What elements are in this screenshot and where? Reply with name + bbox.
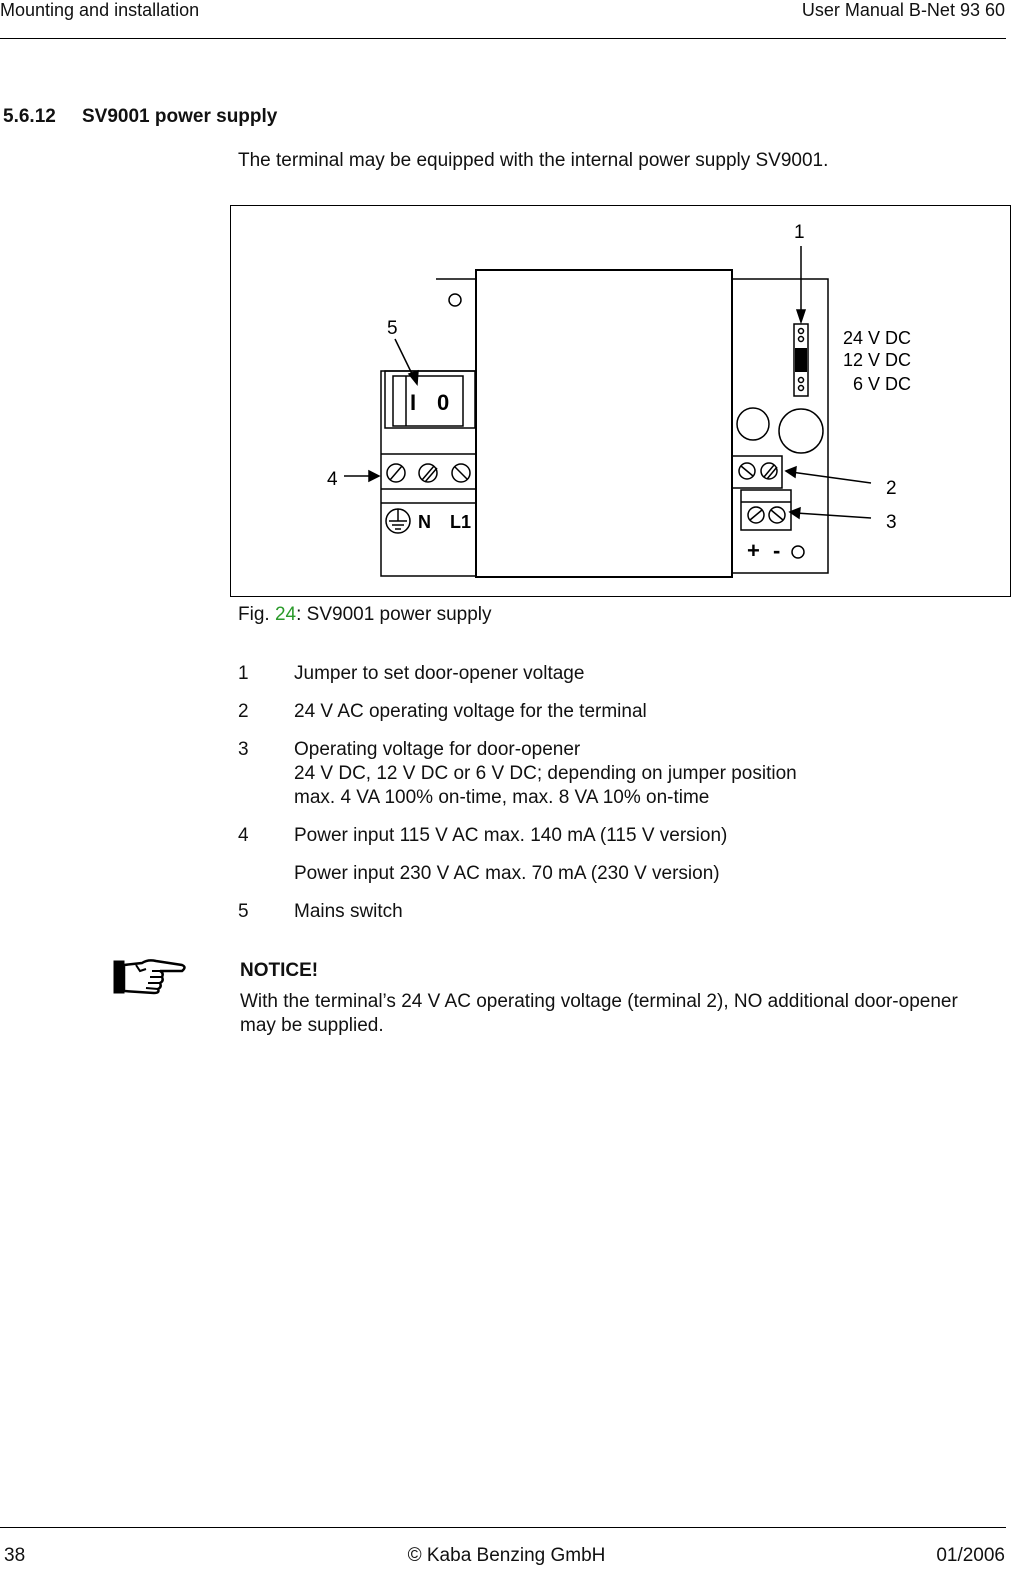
legend-item-number: 5	[238, 901, 249, 922]
voltage-label-6v: 6 V DC	[852, 374, 911, 394]
legend-item-text: Operating voltage for door-opener	[294, 739, 581, 760]
output-label-plus: +	[747, 538, 760, 563]
switch-label-on: I	[410, 390, 417, 415]
caption-figure-number: 24	[274, 604, 297, 625]
transformer-body	[476, 270, 732, 577]
legend-item-text: 24 V DC, 12 V DC or 6 V DC; depending on jumper position	[294, 763, 797, 784]
callout-leader-2	[791, 472, 871, 483]
section-title: SV9001 power supply	[82, 106, 278, 127]
section-heading	[3, 106, 277, 128]
legend-item-text: max. 4 VA 100% on-time, max. 8 VA 10% on-time	[294, 787, 710, 808]
mains-switch-rocker	[393, 376, 463, 426]
pointing-hand-icon	[112, 955, 188, 1002]
earth-ground-icon	[386, 509, 410, 533]
voltage-label-24v: 24 V DC	[842, 328, 911, 348]
figure-frame	[230, 205, 1011, 597]
callout-5: 5	[387, 318, 398, 339]
legend-item	[238, 824, 998, 848]
caption-prefix: Fig.	[238, 604, 270, 625]
callout-1: 1	[794, 222, 805, 243]
legend-item	[238, 700, 998, 724]
terminal-label-l1: L1	[450, 512, 472, 532]
notice-text: With the terminal’s 24 V AC operating voltage (terminal 2), NO additional door-opener may be supplied.	[240, 991, 958, 1036]
callout-4: 4	[327, 469, 338, 490]
capacitor-small	[737, 408, 769, 440]
callout-2: 2	[886, 478, 897, 499]
notice-heading: NOTICE!	[240, 960, 319, 981]
legend-item-text: Power input 230 V AC max. 70 mA (230 V version)	[294, 863, 720, 884]
footer-copyright: © Kaba Benzing GmbH	[407, 1545, 606, 1566]
dc-output-terminal-block	[741, 490, 791, 530]
callout-leader-3	[796, 513, 871, 518]
power-supply-diagram	[231, 206, 1012, 598]
output-label-minus: -	[773, 538, 781, 563]
legend-item	[238, 900, 998, 924]
ac-terminal-block	[732, 456, 782, 488]
legend-item	[238, 862, 998, 886]
legend-item-text: Mains switch	[294, 901, 403, 922]
legend-item-number: 4	[238, 825, 249, 846]
footer-page-number: 38	[4, 1545, 26, 1566]
callout-leader-5	[395, 339, 414, 378]
switch-label-off: 0	[437, 390, 450, 415]
legend-item	[238, 662, 998, 686]
footer-divider	[0, 1527, 1006, 1528]
legend-item	[238, 738, 998, 810]
terminal-label-n: N	[418, 512, 431, 532]
legend-item-number: 1	[238, 663, 249, 684]
legend-item-text: Power input 115 V AC max. 140 mA (115 V version)	[294, 825, 728, 846]
voltage-label-12v: 12 V DC	[842, 350, 911, 370]
callout-3: 3	[886, 512, 897, 533]
legend-item-text: Jumper to set door-opener voltage	[294, 663, 585, 684]
header-manual-title: User Manual B-Net 93 60	[801, 0, 1005, 20]
intro-paragraph: The terminal may be equipped with the internal power supply SV9001.	[238, 150, 829, 171]
mounting-hole-left	[449, 294, 461, 306]
capacitor-large	[779, 409, 823, 453]
section-number: 5.6.12	[3, 106, 56, 127]
header-divider	[0, 38, 1006, 39]
mounting-hole-right	[792, 546, 804, 558]
mains-switch-housing	[385, 371, 475, 428]
header-section-title: Mounting and installation	[0, 0, 200, 20]
legend-item-number: 2	[238, 701, 249, 722]
legend-item-number: 3	[238, 739, 249, 760]
legend-item-text: 24 V AC operating voltage for the terminal	[294, 701, 647, 722]
caption-text: : SV9001 power supply	[296, 604, 492, 625]
figure-caption	[238, 604, 492, 626]
left-screw-terminals	[387, 464, 470, 482]
footer-date: 01/2006	[936, 1545, 1005, 1566]
figure-legend	[238, 662, 998, 938]
